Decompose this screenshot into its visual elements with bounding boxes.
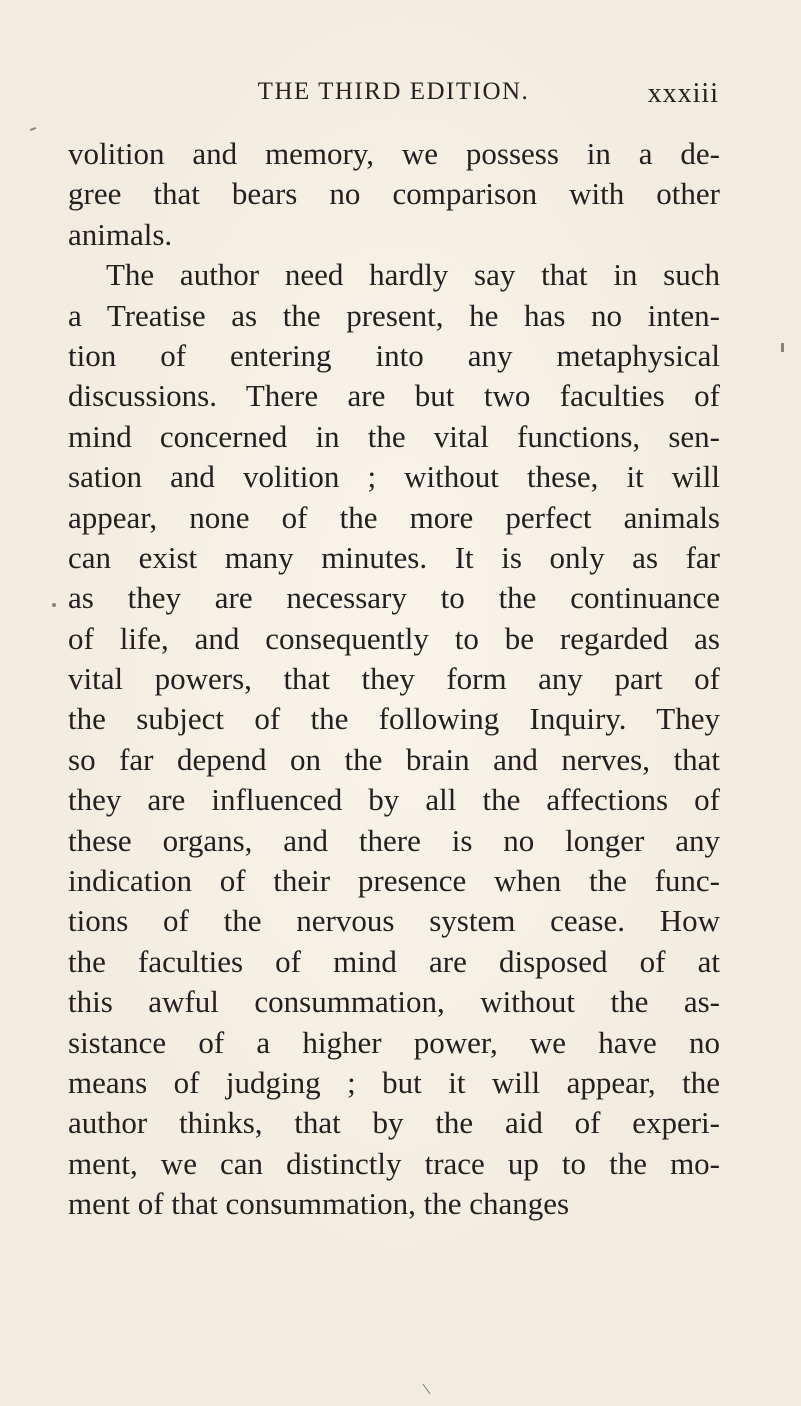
text-line: animals. <box>68 216 173 252</box>
text-line: vital powers, that they form any part of <box>68 661 720 697</box>
paper-speck <box>30 127 36 131</box>
text-line: they are influenced by all the affections of <box>68 782 720 818</box>
text-line: sation and volition ; without these, it will <box>68 459 720 495</box>
text-line: tions of the nervous system cease. How <box>68 903 720 939</box>
text-line: these organs, and there is no longer any <box>68 822 720 858</box>
text-line: as they are necessary to the continuance <box>68 580 720 616</box>
text-line: author thinks, that by the aid of experi- <box>68 1105 720 1141</box>
text-line: this awful consummation, without the as- <box>68 984 720 1020</box>
text-line: indication of their presence when the func- <box>68 863 720 899</box>
text-line: The author need hardly say that in such <box>106 257 720 293</box>
text-line: can exist many minutes. It is only as far <box>68 539 720 575</box>
text-line: gree that bears no comparison with other <box>68 176 720 212</box>
running-title: THE THIRD EDITION. <box>257 78 530 105</box>
text-line: ment, we can distinctly trace up to the mo- <box>68 1145 720 1181</box>
text-line: ment of that consummation, the changes <box>68 1186 570 1222</box>
paper-speck <box>781 343 784 352</box>
body-text <box>68 134 720 1225</box>
text-line: the faculties of mind are disposed of at <box>68 943 720 979</box>
page-number: xxxiii <box>647 78 719 109</box>
text-line: tion of entering into any metaphysical <box>68 337 720 373</box>
text-line: mind concerned in the vital functions, sen- <box>68 418 720 454</box>
text-line: a Treatise as the present, he has no inten- <box>68 297 720 333</box>
text-line: volition and memory, we possess in a de- <box>68 136 720 171</box>
text-line: the subject of the following Inquiry. They <box>68 701 720 737</box>
text-line: sistance of a higher power, we have no <box>68 1024 720 1060</box>
text-line: of life, and consequently to be regarded as <box>68 620 720 656</box>
running-head <box>68 78 719 112</box>
paper-speck <box>423 1384 431 1394</box>
text-line: means of judging ; but it will appear, the <box>68 1064 720 1100</box>
text-line: appear, none of the more perfect animals <box>68 499 720 535</box>
paper-speck <box>52 603 56 607</box>
text-line: so far depend on the brain and nerves, that <box>68 741 720 777</box>
text-line: discussions. There are but two faculties of <box>68 378 720 414</box>
